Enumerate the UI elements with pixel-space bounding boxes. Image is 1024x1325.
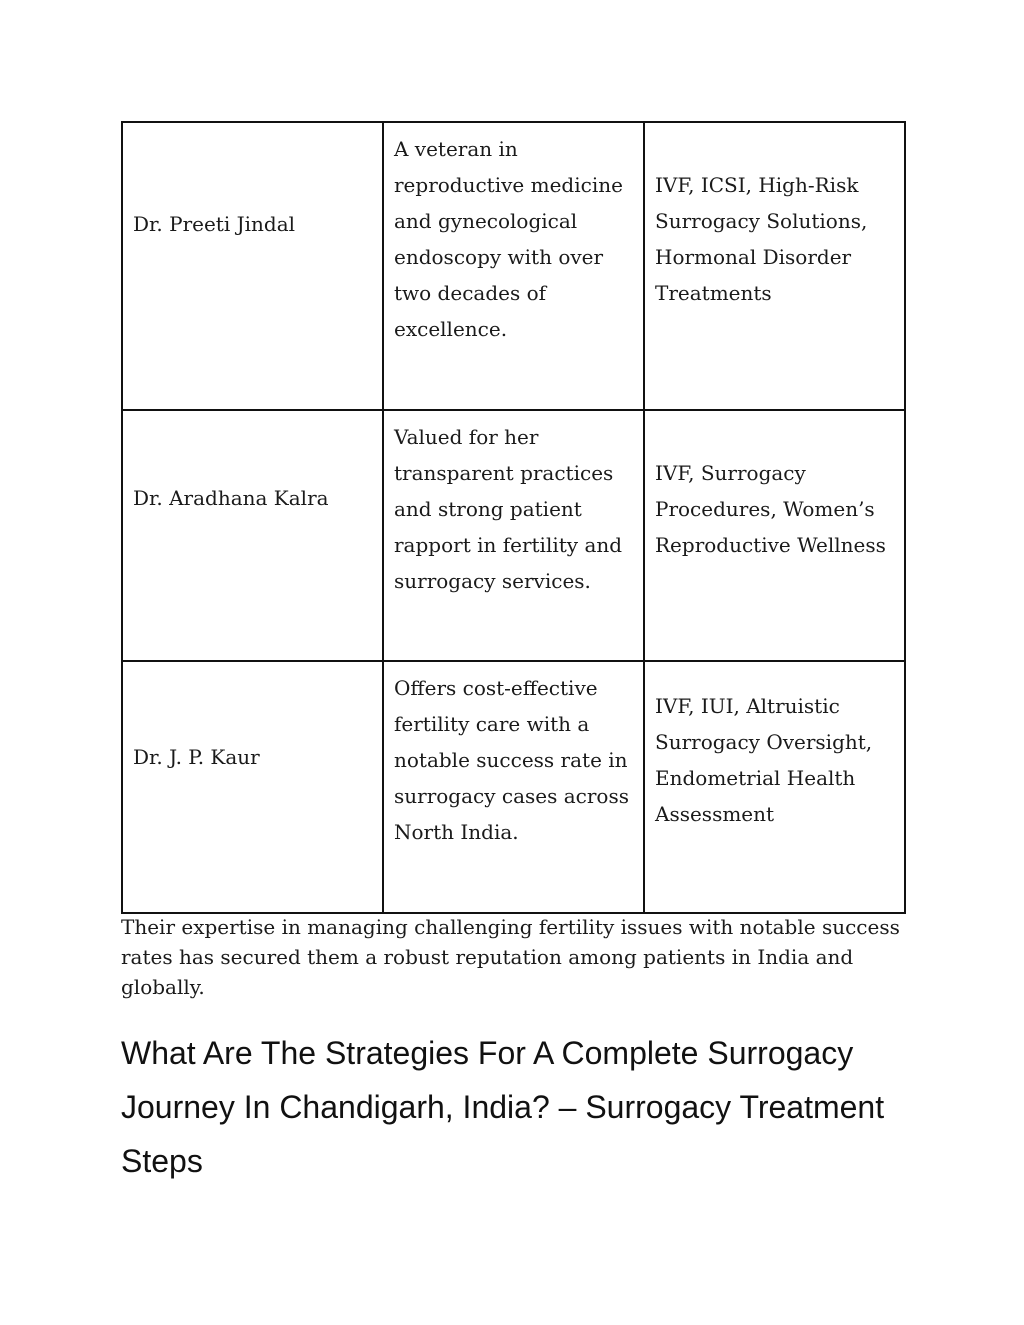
doctor-specialties-cell — [644, 122, 905, 410]
doctor-name-cell — [122, 122, 383, 410]
doctor-description-cell — [383, 410, 644, 661]
doctors-table — [121, 121, 906, 914]
doctor-name: Dr. Preeti Jindal — [133, 212, 296, 236]
doctor-name: Dr. J. P. Kaur — [133, 745, 260, 769]
summary-paragraph: Their expertise in managing challenging fertility issues with notable success rates has secured them a robust reputation among patients in India and globally. — [121, 915, 900, 999]
table-row — [122, 410, 905, 661]
table-row — [122, 661, 905, 913]
doctor-specialties-cell — [644, 661, 905, 913]
doctor-description: A veteran in reproductive medicine and gynecological endoscopy with over two decades of excellence. — [394, 137, 623, 341]
doctor-specialties: IVF, ICSI, High-Risk Surrogacy Solutions, Hormonal Disorder Treatments — [655, 173, 868, 305]
doctor-description-cell — [383, 661, 644, 913]
doctor-description-cell — [383, 122, 644, 410]
doctor-specialties: IVF, IUI, Altruistic Surrogacy Oversight, Endometrial Health Assessment — [655, 694, 873, 826]
doctor-description: Offers cost-effective fertility care with a notable success rate in surrogacy cases across North India. — [394, 676, 629, 844]
table-row — [122, 122, 905, 410]
section-heading: What Are The Strategies For A Complete Surrogacy Journey In Chandigarh, India? – Surrogacy Treatment Steps — [121, 1035, 885, 1179]
doctor-description: Valued for her transparent practices and strong patient rapport in fertility and surrogacy services. — [394, 425, 623, 593]
doctor-specialties: IVF, Surrogacy Procedures, Women’s Reproductive Wellness — [655, 461, 886, 557]
doctor-name-cell — [122, 661, 383, 913]
doctor-name: Dr. Aradhana Kalra — [133, 485, 329, 510]
doctor-specialties-cell — [644, 410, 905, 661]
doctor-name-cell — [122, 410, 383, 661]
